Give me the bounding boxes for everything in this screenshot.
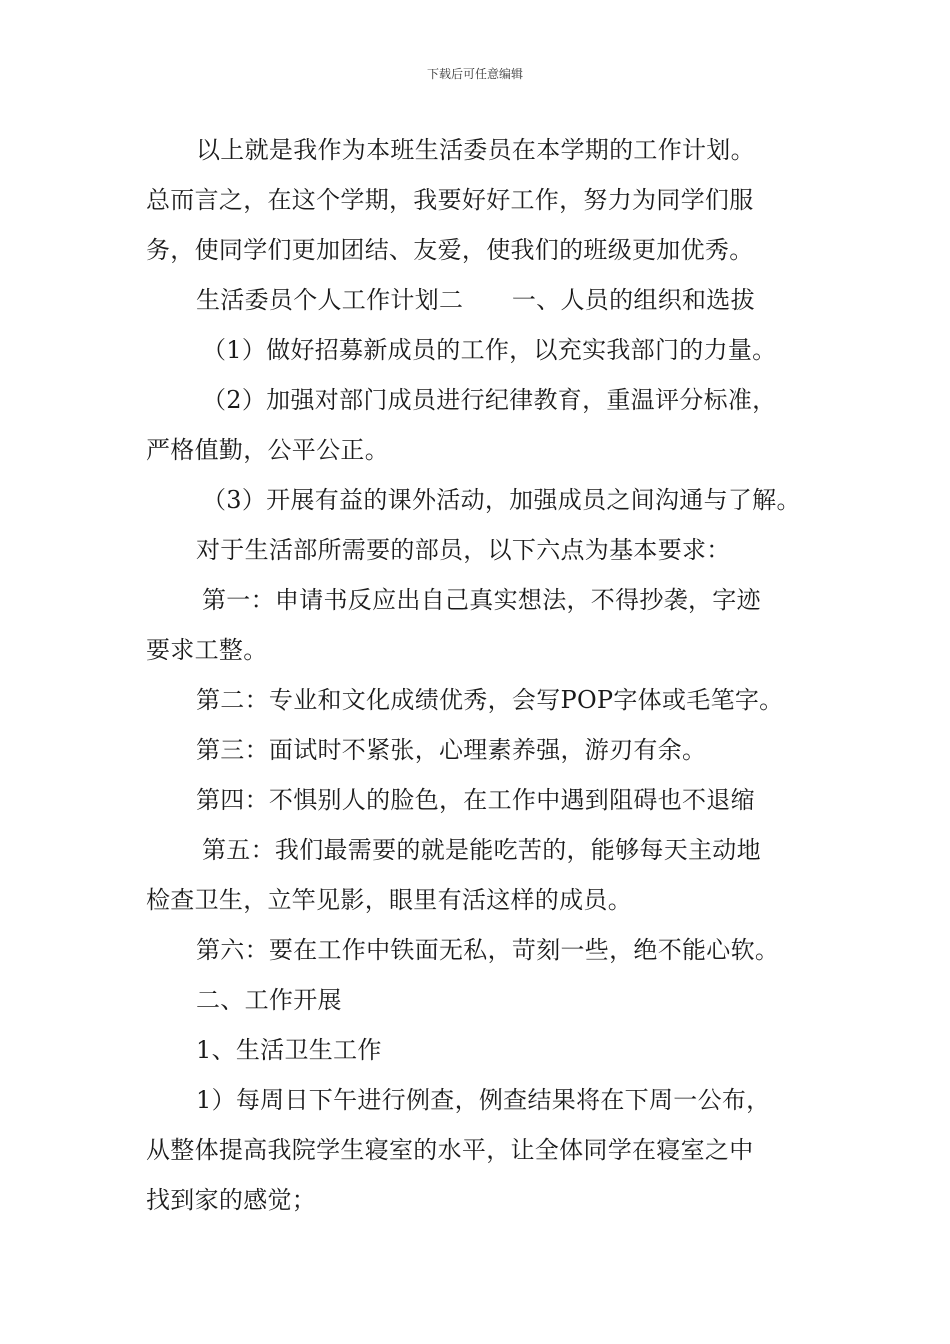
requirement-item: 第三：面试时不紧张，心理素养强，游刃有余。 (196, 736, 707, 764)
paragraph-line: 以上就是我作为本班生活委员在本学期的工作计划。 (196, 136, 755, 164)
page-header: 下载后可任意编辑 (426, 67, 523, 81)
document-body (146, 125, 811, 1225)
paragraph-line: 1）每周日下午进行例查，例查结果将在下周一公布， (196, 1086, 771, 1114)
paragraph-line: 从整体提高我院学生寝室的水平，让全体同学在寝室之中 (146, 1136, 754, 1164)
requirement-item: 第六：要在工作中铁面无私，苛刻一些，绝不能心软。 (196, 936, 780, 964)
requirement-item: 第二：专业和文化成绩优秀，会写POP字体或毛笔字。 (196, 686, 784, 714)
section-heading: 二、工作开展 (196, 986, 342, 1014)
paragraph-line: 找到家的感觉； (146, 1186, 317, 1214)
paragraph-line: 严格值勤，公平公正。 (146, 436, 389, 464)
subsection-heading: 1、生活卫生工作 (196, 1036, 382, 1064)
paragraph-line: 总而言之，在这个学期，我要好好工作，努力为同学们服 (146, 186, 754, 214)
list-item: （3）开展有益的课外活动，加强成员之间沟通与了解。 (202, 486, 801, 514)
section-heading-line: 生活委员个人工作计划二 一、人员的组织和选拔 (196, 286, 755, 314)
list-item: （1）做好招募新成员的工作，以充实我部门的力量。 (202, 336, 777, 364)
requirement-item: 第四：不惧别人的脸色，在工作中遇到阻碍也不退缩 (196, 786, 755, 814)
paragraph-line: 对于生活部所需要的部员，以下六点为基本要求： (196, 536, 731, 564)
paragraph-line: 务，使同学们更加团结、友爱，使我们的班级更加优秀。 (146, 236, 754, 264)
list-item: （2）加强对部门成员进行纪律教育，重温评分标准， (202, 386, 777, 414)
paragraph-line: 要求工整。 (146, 636, 268, 664)
paragraph-line: 检查卫生，立竿见影，眼里有活这样的成员。 (146, 886, 632, 914)
requirement-item: 第一：申请书反应出自己真实想法，不得抄袭，字迹 (202, 586, 761, 614)
requirement-item: 第五：我们最需要的就是能吃苦的，能够每天主动地 (202, 836, 761, 864)
